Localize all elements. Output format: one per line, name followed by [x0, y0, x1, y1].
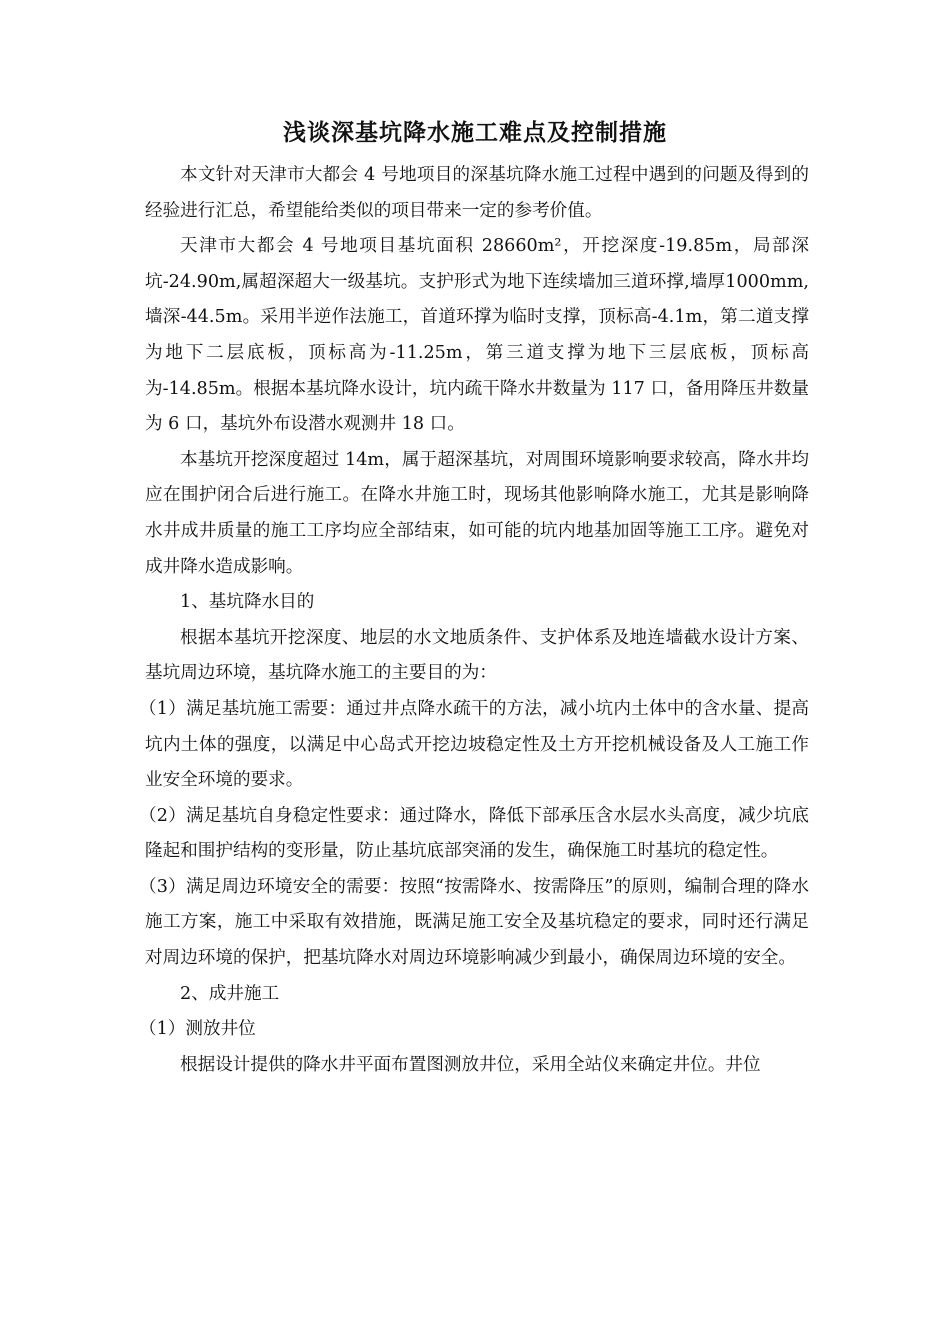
document-title: 浅谈深基坑降水施工难点及控制措施	[283, 120, 667, 146]
list-item-1: （1）满足基坑施工需要：通过井点降水疏干的方法，减小坑内土体中的含水量、提高坑内土体的强度，以满足中心岛式开挖边坡稳定性及土方开挖机械设备及人工施工作业安全环境的要求。	[139, 698, 809, 791]
paragraph-purpose: 根据本基坑开挖深度、地层的水文地质条件、支护体系及地连墙截水设计方案、基坑周边环境，基坑降水施工的主要目的为：	[145, 627, 809, 684]
heading-section-1: 1、基坑降水目的	[180, 592, 315, 613]
document-body	[139, 158, 809, 1083]
subheading-1: （1）测放井位	[139, 1019, 256, 1040]
paragraph-project-overview: 天津市大都会 4 号地项目基坑面积 28660m²，开挖深度-19.85m，局部深坑-24.90m,属超深超大一级基坑。支护形式为地下连续墙加三道环撑,墙厚1000mm,墙深-44.5m。采用半逆作法施工，首道环撑为临时支撑，顶标高-4.1m，第二道支撑为地下二层底板，顶标高为-11.25m，第三道支撑为地下三层底板，顶标高为-14.85m。根据本基坑降水设计，坑内疏干降水井数量为 117 口，备用降压井数量为 6 口，基坑外布设潜水观测井 18 口。	[145, 236, 809, 435]
heading-section-2: 2、成井施工	[180, 983, 280, 1004]
paragraph-survey: 根据设计提供的降水井平面布置图测放井位，采用全站仪来确定井位。井位	[180, 1054, 761, 1075]
list-item-3: （3）满足周边环境安全的需要：按照“按需降水、按需降压”的原则，编制合理的降水施工方案，施工中采取有效措施，既满足施工安全及基坑稳定的要求，同时还行满足对周边环境的保护，把基坑降水对周边环境影响减少到最小，确保周边环境的安全。	[139, 876, 809, 969]
list-item-2: （2）满足基坑自身稳定性要求：通过降水，降低下部承压含水层水头高度，减少坑底隆起和围护结构的变形量，防止基坑底部突涌的发生，确保施工时基坑的稳定性。	[139, 805, 809, 862]
paragraph-intro: 本文针对天津市大都会 4 号地项目的深基坑降水施工过程中遇到的问题及得到的经验进行汇总，希望能给类似的项目带来一定的参考价值。	[145, 165, 809, 221]
paragraph-environment: 本基坑开挖深度超过 14m，属于超深基坑，对周围环境影响要求较高，降水井均应在围护闭合后进行施工。在降水井施工时，现场其他影响降水施工，尤其是影响降水井成井质量的施工工序均应全部结束，如可能的坑内地基加固等施工工序。避免对成井降水造成影响。	[145, 449, 809, 577]
